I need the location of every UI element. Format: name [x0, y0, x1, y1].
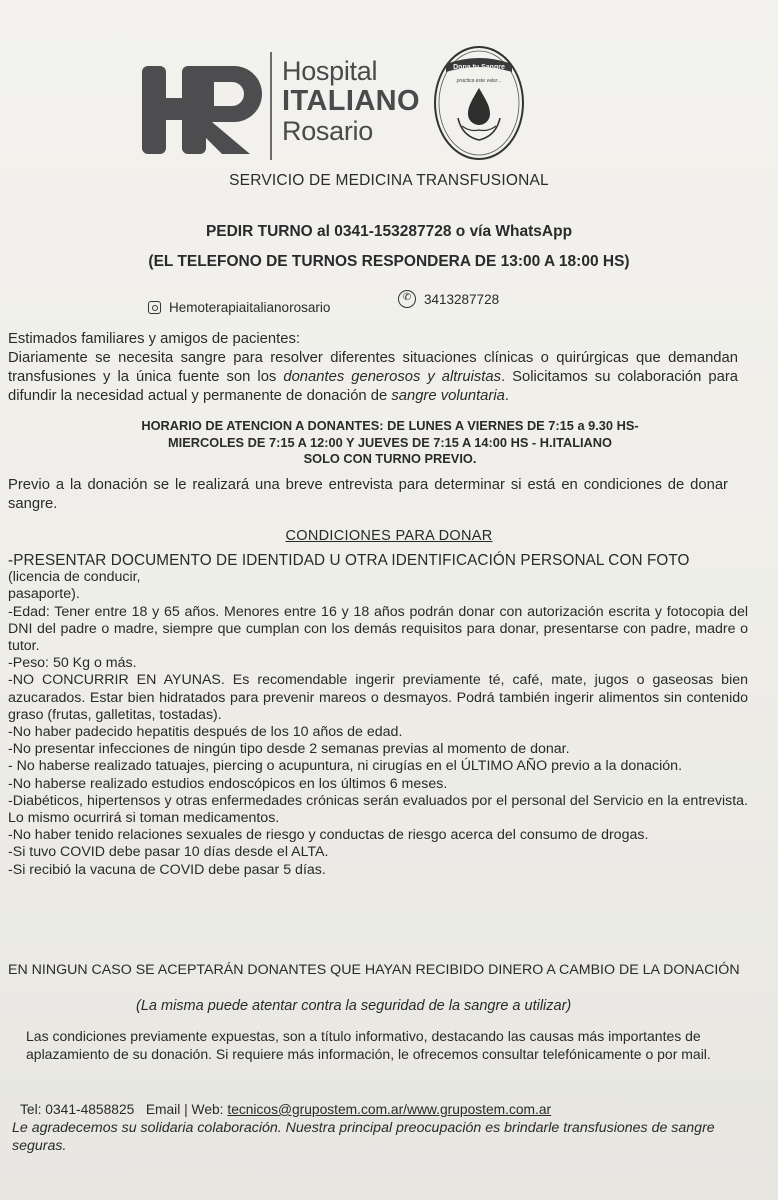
info-paragraph: Las condiciones previamente expuestas, son a título informativo, destacando las causas más importantes de aplazamiento de su donación. Si requiere más información, le ofrecemos consultar telefónicamente o por mail. [26, 1028, 711, 1062]
condition-item: -PRESENTAR DOCUMENTO DE IDENTIDAD U OTRA IDENTIFICACIÓN PERSONAL CON FOTO [8, 552, 690, 569]
condition-item: -NO CONCURRIR EN AYUNAS. Es recomendable ingerir previamente té, café, mate, jugos o gaseosas bien azucarados. Estar bien hidratados para prevenir mareos o desmayos. Podrá también ingerir alimentos sin contenido graso (frutas, galletitas, tostadas). [8, 672, 748, 723]
condition-item: (licencia de conducir, [8, 569, 141, 586]
turno-phone: PEDIR TURNO al 0341-153287728 o vía WhatsApp [205, 223, 573, 240]
condition-item: pasaporte). [8, 586, 80, 603]
footer-contact [20, 1102, 551, 1117]
previo-paragraph: Previo a la donación se le realizará una breve entrevista para determinar si está en condiciones de donar sangre. [8, 477, 728, 512]
donation-seal [432, 44, 526, 162]
condition-item: -No haber padecido hepatitis después de los 10 años de edad. [8, 724, 403, 741]
intro-greeting: Estimados familiares y amigos de pacientes: [8, 331, 300, 347]
intro-paragraph [8, 330, 738, 406]
hospital-name-line3: Rosario [282, 116, 373, 146]
hospital-name [282, 56, 420, 146]
intro-text-1: Diariamente se necesita sangre para resolver diferentes situaciones clínicas o quirúrgicas que demandan transfusiones y la única fuente son los [8, 350, 738, 385]
intro-body [8, 349, 738, 406]
footer-tel: Tel: 0341-4858825 [20, 1102, 135, 1117]
donor-hours-line2: MIERCOLES DE 7:15 A 12:00 Y JUEVES DE 7:15 A 14:00 HS - H.ITALIANO [168, 434, 612, 450]
intro-text-3: . [504, 388, 509, 404]
condition-item: -No presentar infecciones de ningún tipo desde 2 semanas previas al momento de donar. [8, 741, 570, 758]
hospital-logo-icon [142, 58, 264, 156]
conditions-title: CONDICIONES PARA DONAR [285, 528, 493, 544]
conditions-list [8, 552, 748, 879]
footer-links[interactable]: tecnicos@grupostem.com.ar/www.grupostem.com.ar [227, 1102, 552, 1117]
condition-item: -Si recibió la vacuna de COVID debe pasar 5 días. [8, 861, 326, 878]
condition-item: -Si tuvo COVID debe pasar 10 días desde el ALTA. [8, 844, 329, 861]
condition-item: -No haberse realizado estudios endoscópicos en los últimos 6 meses. [8, 775, 448, 792]
turno-hours: (EL TELEFONO DE TURNOS RESPONDERA DE 13:00 A 18:00 HS) [148, 253, 630, 270]
intro-italic-1: donantes generosos y altruistas [283, 369, 501, 385]
intro-italic-2: sangre voluntaria [391, 388, 505, 404]
donor-hours-line1: HORARIO DE ATENCION A DONANTES: DE LUNES A VIERNES DE 7:15 a 9.30 HS- [141, 418, 639, 433]
condition-item: - No haberse realizado tatuajes, piercing o acupuntura, ni cirugías en el ÚLTIMO AÑO previo a la donación. [8, 758, 683, 775]
hospital-name-line2: ITALIANO [282, 85, 420, 117]
whatsapp-icon: ✆ [398, 290, 416, 308]
logo-divider [270, 52, 272, 160]
hospital-name-line1: Hospital [282, 56, 378, 86]
condition-item: -Peso: 50 Kg o más. [8, 655, 137, 672]
whatsapp-number: 3413287728 [424, 291, 500, 307]
whatsapp-contact [398, 290, 499, 308]
svg-text:Dona tu Sangre: Dona tu Sangre [453, 64, 505, 71]
header [0, 0, 778, 175]
donor-hours [60, 418, 720, 468]
instagram-contact [148, 300, 330, 315]
condition-item: -Edad: Tener entre 18 y 65 años. Menores entre 16 y 18 años podrán donar con autorización escrita y fotocopia del DNI del padre o madre, siempre que cumplan con los demás requisitos para donar, presentarse con padre, madre o tutor. [8, 603, 748, 655]
intro-text-2: . Solicitamos su colaboración para difundir la necesidad actual y permanente de donación de [8, 369, 738, 404]
blood-drop-seal-icon [432, 44, 526, 162]
condition-item: -No haber tenido relaciones sexuales de riesgo y conductas de riesgo acerca del consumo de drogas. [8, 827, 649, 844]
thanks-message: Le agradecemos su solidaria colaboración. Nuestra principal preocupación es brindarle transfusiones de sangre seguras. [12, 1120, 715, 1154]
never-accept-paid-donors: EN NINGUN CASO SE ACEPTARÁN DONANTES QUE HAYAN RECIBIDO DINERO A CAMBIO DE LA DONACIÓN [8, 962, 740, 978]
instagram-icon [148, 301, 161, 314]
never-note: (La misma puede atentar contra la seguridad de la sangre a utilizar) [136, 998, 572, 1014]
condition-item: -Diabéticos, hipertensos y otras enfermedades crónicas serán evaluados por el personal del Servicio en la entrevista. Lo mismo ocurrirá si toman medicamentos. [8, 792, 748, 827]
instagram-handle: Hemoterapiaitalianorosario [169, 300, 331, 315]
svg-text:practica este valor...: practica este valor... [456, 78, 502, 84]
service-title: SERVICIO DE MEDICINA TRANSFUSIONAL [229, 172, 549, 189]
donor-hours-line3: SOLO CON TURNO PREVIO. [303, 451, 477, 466]
footer-email-label: Email | Web: [145, 1102, 224, 1117]
